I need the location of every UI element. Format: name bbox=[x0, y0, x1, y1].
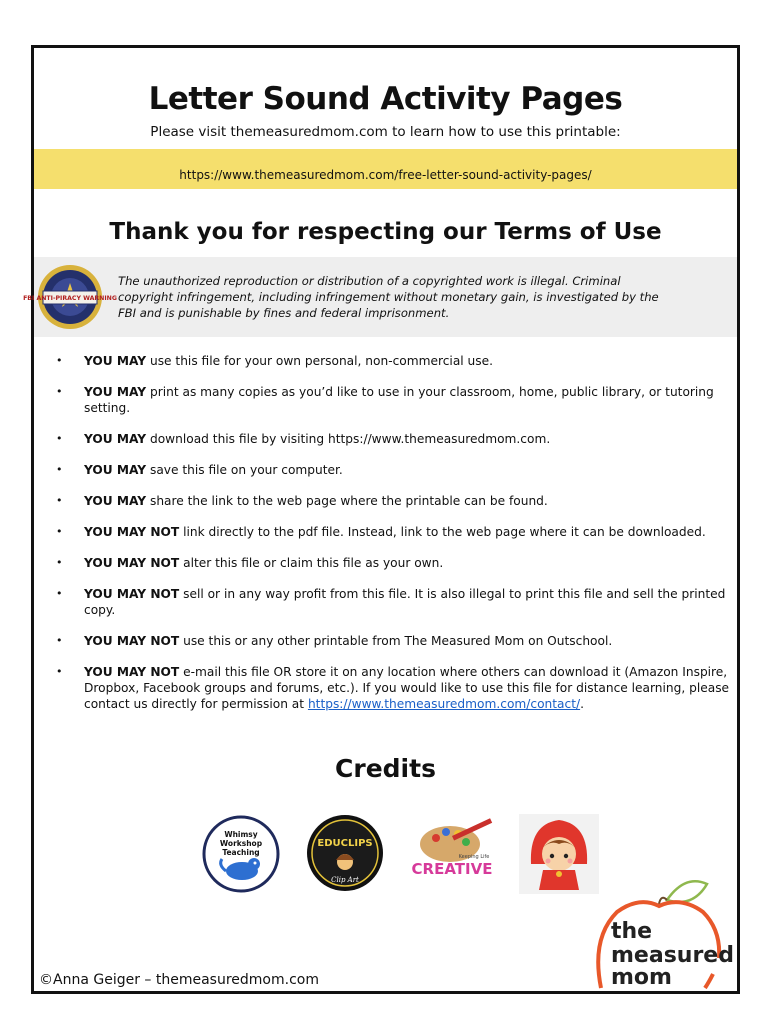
svg-text:CREATIVE: CREATIVE bbox=[411, 860, 493, 878]
permission-text: use this or any other printable from The Measured Mom on Outschool. bbox=[179, 634, 613, 648]
svg-text:Teaching: Teaching bbox=[222, 848, 260, 857]
svg-text:the: the bbox=[611, 919, 653, 944]
url-banner bbox=[34, 149, 737, 189]
svg-text:Whimsy: Whimsy bbox=[224, 830, 258, 839]
permission-label: YOU MAY NOT bbox=[84, 556, 180, 570]
fbi-warning-text: The unauthorized reproduction or distribution of a copyrighted work is illegal. Criminal copyright infringement, including infringement without monetary gain, is investigated by the FBI and is punishable by fines and federal imprisonment. bbox=[118, 274, 659, 320]
terms-list-item bbox=[50, 384, 730, 416]
svg-text:measured: measured bbox=[611, 943, 734, 968]
bullet-icon: • bbox=[56, 665, 63, 678]
educlips-logo bbox=[306, 814, 384, 892]
terms-heading: Thank you for respecting our Terms of Use bbox=[109, 219, 662, 245]
bullet-icon: • bbox=[56, 587, 63, 600]
terms-list-item bbox=[50, 462, 730, 478]
terms-list-item bbox=[50, 664, 730, 712]
bullet-icon: • bbox=[56, 634, 63, 647]
permission-label: YOU MAY bbox=[84, 432, 147, 446]
red-riding-hood-logo bbox=[519, 814, 599, 894]
permission-label: YOU MAY NOT bbox=[84, 525, 180, 539]
terms-list-item bbox=[50, 633, 730, 649]
bullet-icon: • bbox=[56, 432, 63, 445]
svg-text:mom: mom bbox=[611, 965, 672, 990]
credits-heading: Credits bbox=[335, 754, 436, 783]
permission-label: YOU MAY bbox=[84, 354, 147, 368]
permission-text: save this file on your computer. bbox=[146, 463, 343, 477]
bullet-icon: • bbox=[56, 354, 63, 367]
permission-label: YOU MAY bbox=[84, 494, 147, 508]
permission-text: use this file for your own personal, non-commercial use. bbox=[146, 354, 493, 368]
permission-text: e-mail this file OR store it on any location where others can download it (Amazon Inspire, Dropbox, Facebook groups and forums, etc.). If you would like to use this file for distance learning, please contact us directly for permission at bbox=[84, 665, 730, 711]
fbi-seal-icon bbox=[23, 264, 117, 330]
svg-text:FBI ANTI-PIRACY WARNING: FBI ANTI-PIRACY WARNING bbox=[23, 295, 117, 302]
bullet-icon: • bbox=[56, 525, 63, 538]
permission-text: share the link to the web page where the printable can be found. bbox=[146, 494, 548, 508]
terms-list-item bbox=[50, 431, 730, 447]
bullet-icon: • bbox=[56, 556, 63, 569]
permission-text-tail: . bbox=[580, 697, 584, 711]
permission-text: link directly to the pdf file. Instead, link to the web page where it can be downloaded. bbox=[179, 525, 706, 539]
keeping-life-creative-logo bbox=[412, 818, 498, 882]
svg-text:Workshop: Workshop bbox=[219, 839, 263, 848]
permission-label: YOU MAY NOT bbox=[84, 634, 180, 648]
bullet-icon: • bbox=[56, 494, 63, 507]
svg-text:Keeping Life: Keeping Life bbox=[458, 854, 490, 860]
terms-list-item bbox=[50, 493, 730, 509]
fbi-warning-box bbox=[23, 257, 737, 337]
contact-link[interactable]: https://www.themeasuredmom.com/contact/ bbox=[307, 697, 581, 711]
terms-list-item bbox=[50, 586, 730, 618]
permission-text: alter this file or claim this file as your own. bbox=[179, 556, 444, 570]
permission-label: YOU MAY NOT bbox=[84, 665, 180, 679]
svg-text:EDUCLIPS: EDUCLIPS bbox=[317, 838, 373, 849]
terms-list-item bbox=[50, 524, 730, 540]
page-title: Letter Sound Activity Pages bbox=[148, 81, 623, 117]
permission-text: sell or in any way profit from this file. It is also illegal to print this file and sell the printed copy. bbox=[84, 587, 726, 617]
the-measured-mom-logo bbox=[589, 878, 734, 990]
permission-label: YOU MAY bbox=[84, 463, 147, 477]
activity-url[interactable]: https://www.themeasuredmom.com/free-letter-sound-activity-pages/ bbox=[179, 168, 592, 182]
terms-list-item bbox=[50, 555, 730, 571]
bullet-icon: • bbox=[56, 385, 63, 398]
bullet-icon: • bbox=[56, 463, 63, 476]
document-page bbox=[23, 45, 740, 994]
whimsy-workshop-logo bbox=[202, 815, 280, 893]
terms-list-item bbox=[50, 353, 730, 369]
permission-label: YOU MAY bbox=[84, 385, 147, 399]
page-subtitle: Please visit themeasuredmom.com to learn how to use this printable: bbox=[150, 124, 621, 140]
terms-list bbox=[50, 353, 730, 727]
copyright-footer: ©Anna Geiger – themeasuredmom.com bbox=[39, 972, 319, 988]
permission-text: download this file by visiting https://www.themeasuredmom.com. bbox=[146, 432, 551, 446]
permission-label: YOU MAY NOT bbox=[84, 587, 180, 601]
permission-text: print as many copies as you’d like to use in your classroom, home, public library, or tutoring setting. bbox=[84, 385, 714, 415]
svg-text:Clip Art: Clip Art bbox=[331, 876, 359, 884]
